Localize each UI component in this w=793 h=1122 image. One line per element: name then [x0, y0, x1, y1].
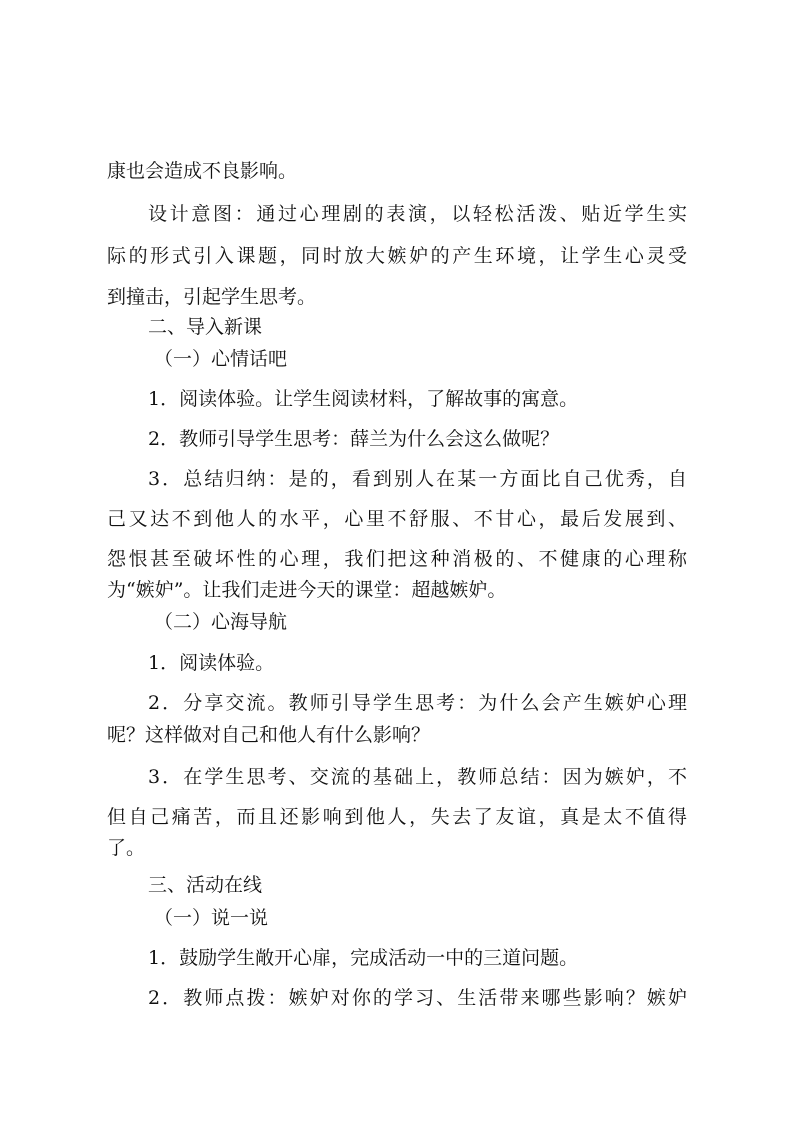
paragraph-line: 康也会造成不良影响。 [107, 160, 298, 182]
subsection-heading: （二）心海导航 [154, 611, 288, 633]
list-item: 1．鼓励学生敞开心扉，完成活动一中的三道问题。 [148, 947, 579, 969]
paragraph-line: 但自己痛苦，而且还影响到他人，失去了友谊，真是太不值得 [107, 806, 687, 828]
paragraph-line: 为“嫉妒”。让我们走进今天的课堂：超越嫉妒。 [107, 579, 507, 601]
list-item: 1．阅读体验。让学生阅读材料，了解故事的寓意。 [148, 388, 579, 410]
list-item: 2．分享交流。教师引导学生思考：为什么会产生嫉妒心理 [148, 692, 687, 714]
paragraph-line: 际的形式引入课题，同时放大嫉妒的产生环境，让学生心灵受 [107, 245, 687, 267]
paragraph-line: 到撞击，引起学生思考。 [107, 286, 317, 308]
paragraph-line: 了。 [107, 837, 146, 859]
list-item: 3．在学生思考、交流的基础上，教师总结：因为嫉妒，不 [148, 766, 687, 788]
subsection-heading: （一）心情话吧 [154, 348, 288, 370]
list-item: 1．阅读体验。 [148, 652, 275, 674]
paragraph-line: 怨恨甚至破坏性的心理，我们把这种消极的、不健康的心理称 [107, 548, 687, 570]
paragraph-line: 己又达不到他人的水平，心里不舒服、不甘心，最后发展到、 [107, 508, 687, 530]
list-item: 2．教师点拨：嫉妒对你的学习、生活带来哪些影响？嫉妒 [148, 987, 687, 1009]
subsection-heading: （一）说一说 [154, 907, 269, 929]
design-intent-paragraph: 设计意图：通过心理剧的表演，以轻松活泼、贴近学生实 [148, 203, 687, 225]
section-heading: 三、活动在线 [148, 874, 263, 896]
list-item: 2．教师引导学生思考：薛兰为什么会这么做呢？ [148, 428, 560, 450]
paragraph-line: 呢？这样做对自己和他人有什么影响？ [107, 724, 431, 746]
list-item: 3．总结归纳：是的，看到别人在某一方面比自己优秀，自 [148, 468, 687, 490]
section-heading: 二、导入新课 [148, 316, 263, 338]
